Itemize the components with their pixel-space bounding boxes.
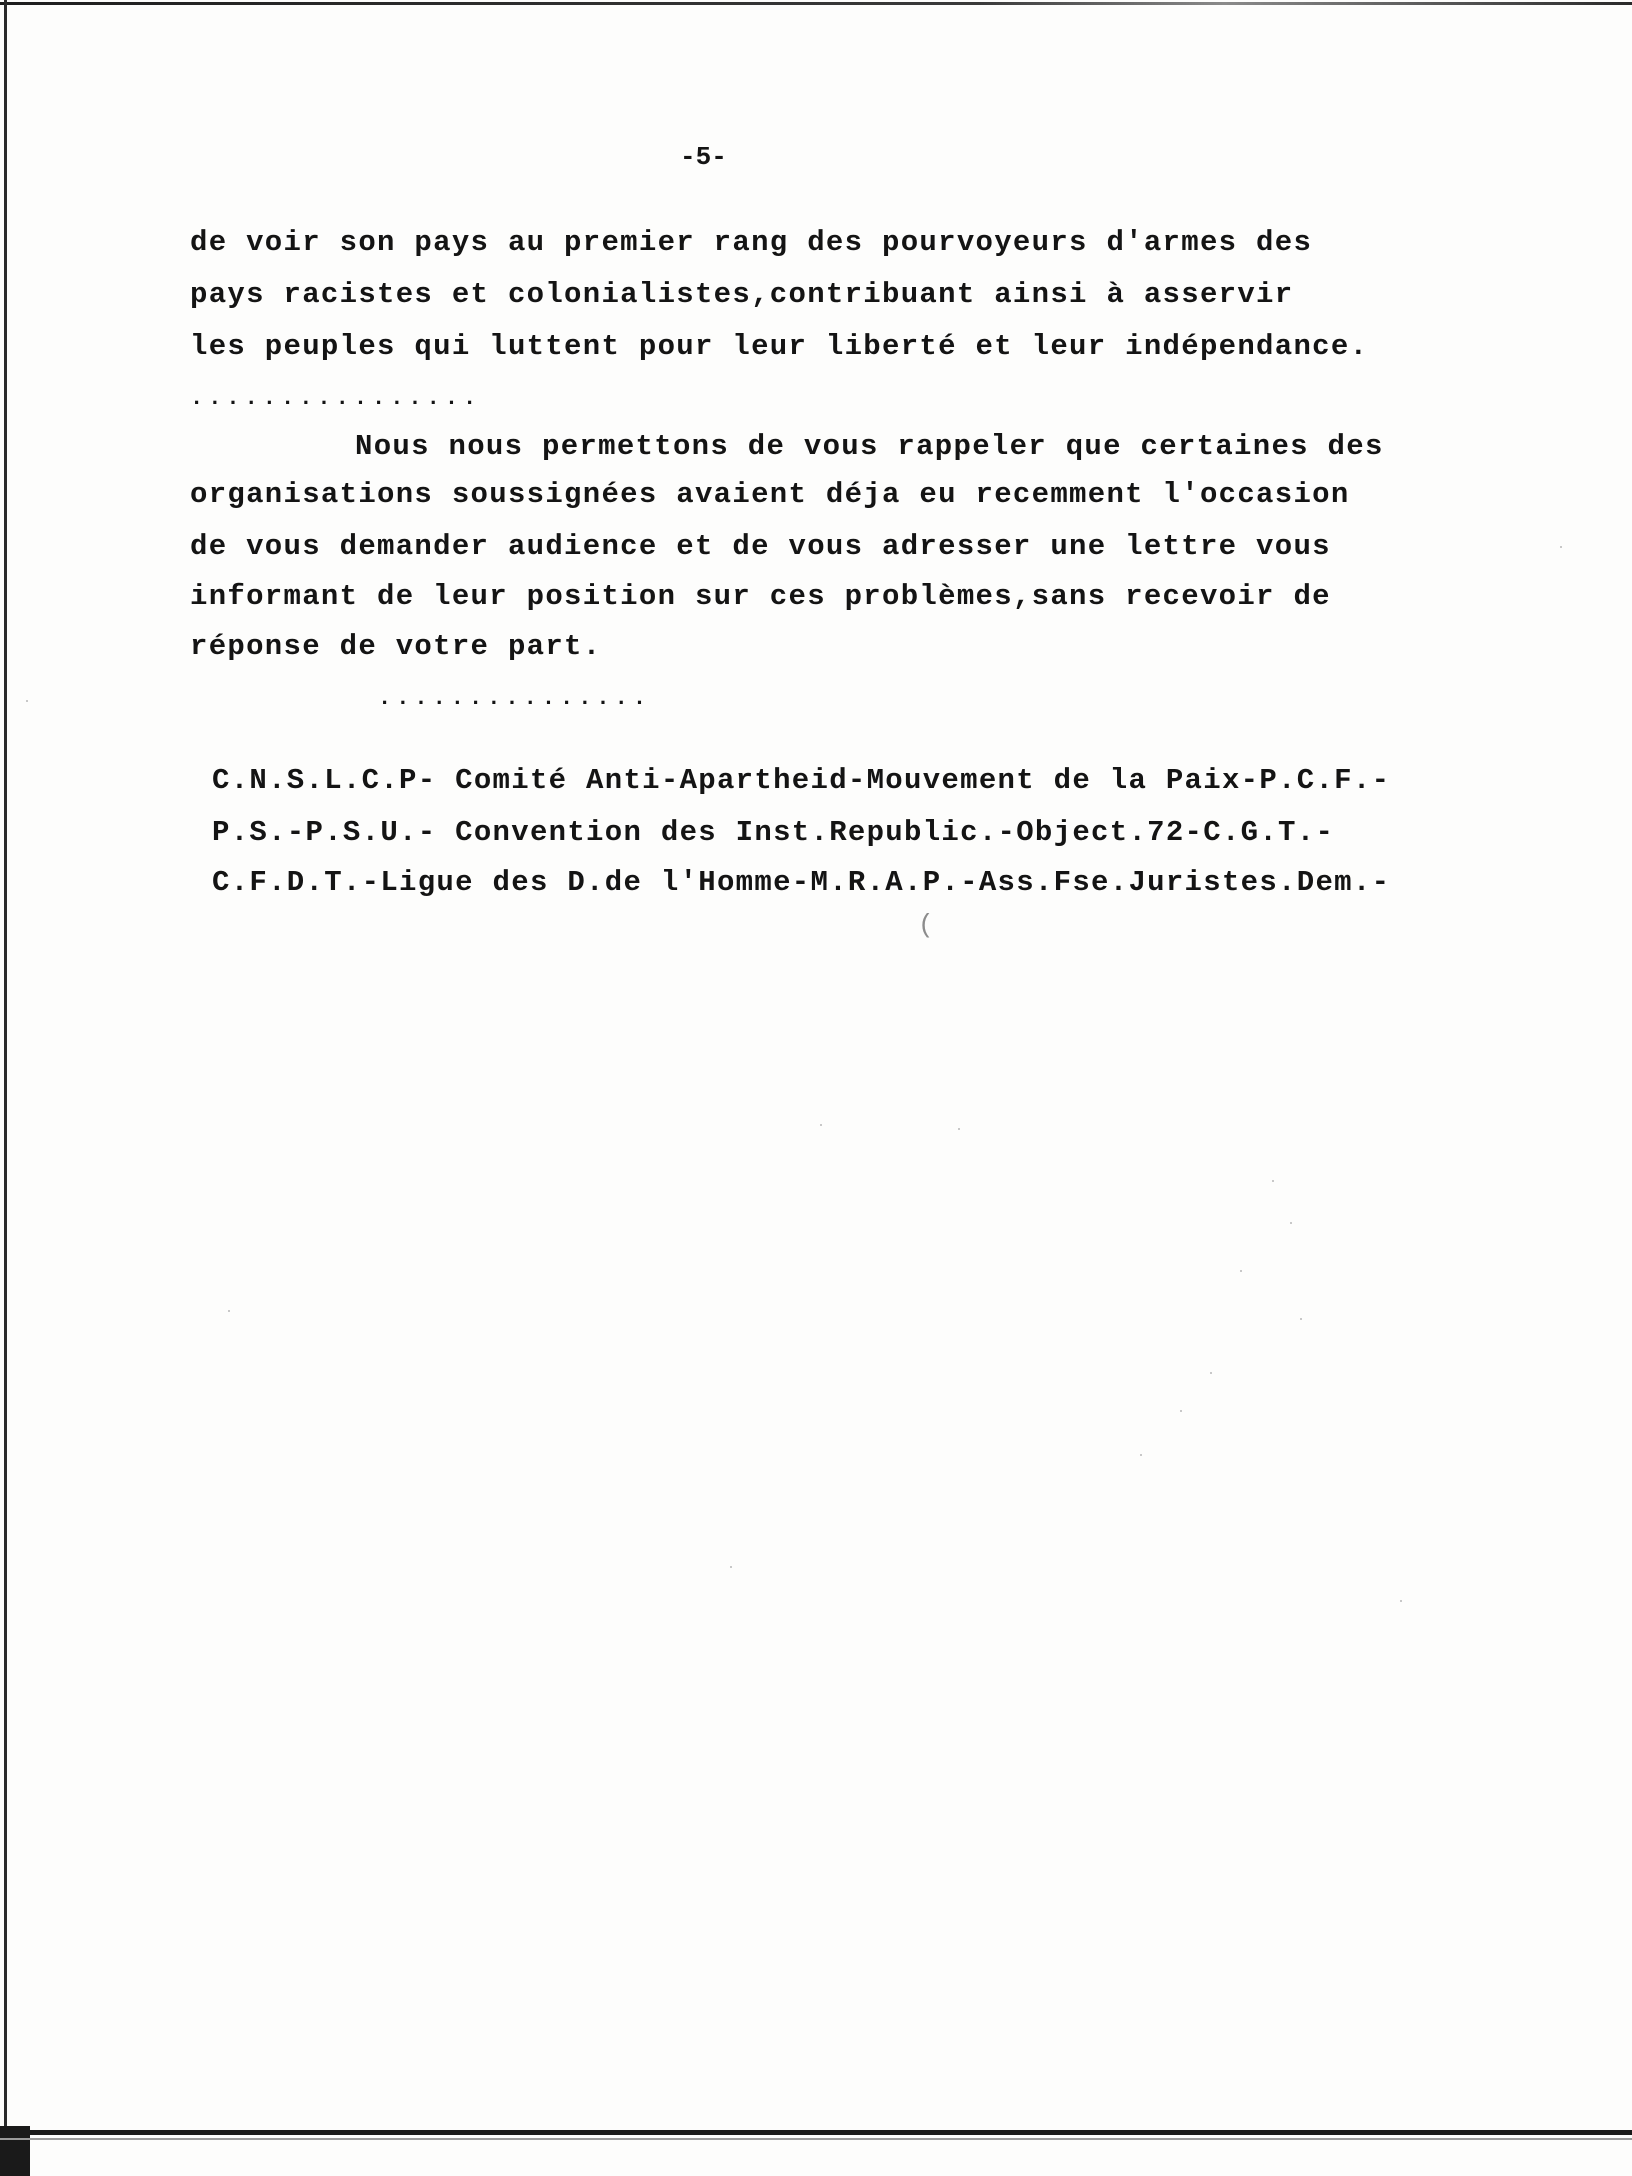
separator-dots-1: ................ [190, 386, 482, 411]
paragraph-1-line-1: de voir son pays au premier rang des pourvoyeurs d'armes des [190, 226, 1313, 259]
scan-speck [1560, 546, 1562, 548]
scan-speck [1210, 1372, 1212, 1374]
paragraph-1-line-3: les peuples qui luttent pour leur liberté et leur indépendance. [190, 330, 1369, 363]
scan-speck [1400, 1600, 1402, 1602]
scan-speck [1290, 1222, 1292, 1224]
scan-speck [228, 1310, 230, 1312]
scan-speck [1272, 1180, 1274, 1182]
scan-speck [26, 700, 28, 702]
scan-speck [730, 1566, 732, 1568]
paragraph-1-line-2: pays racistes et colonialistes,contribuant ainsi à asservir [190, 278, 1294, 311]
scan-edge-bottom [0, 2130, 1632, 2135]
scan-speck [958, 1128, 960, 1130]
scan-speck [1140, 1454, 1142, 1456]
scan-edge-top [0, 2, 1632, 5]
scan-speck [1240, 1270, 1242, 1272]
paragraph-2-line-2: organisations soussignées avaient déja eu recemment l'occasion [190, 478, 1350, 511]
scan-speck [820, 1124, 822, 1126]
paragraph-2-line-4: informant de leur position sur ces problèmes,sans recevoir de [190, 580, 1331, 613]
signatories-line-1: C.N.S.L.C.P- Comité Anti-Apartheid-Mouvement de la Paix-P.C.F.- [212, 764, 1391, 797]
scan-speck [1300, 1318, 1302, 1320]
paragraph-2-line-5: réponse de votre part. [190, 630, 602, 663]
signatories-line-2: P.S.-P.S.U.- Convention des Inst.Republic.-Object.72-C.G.T.- [212, 816, 1335, 849]
page-number: -5- [680, 142, 727, 172]
paragraph-2-line-1: Nous nous permettons de vous rappeler que certaines des [355, 430, 1384, 463]
pen-mark: ( [918, 910, 934, 940]
paragraph-2-line-3: de vous demander audience et de vous adresser une lettre vous [190, 530, 1331, 563]
signatories-line-3: C.F.D.T.-Ligue des D.de l'Homme-M.R.A.P.-Ass.Fse.Juristes.Dem.- [212, 866, 1391, 899]
separator-dots-2: ............... [378, 686, 652, 711]
scan-speck [1180, 1410, 1182, 1412]
scan-edge-shadow [0, 2138, 1632, 2140]
scan-edge-left [4, 0, 7, 2176]
